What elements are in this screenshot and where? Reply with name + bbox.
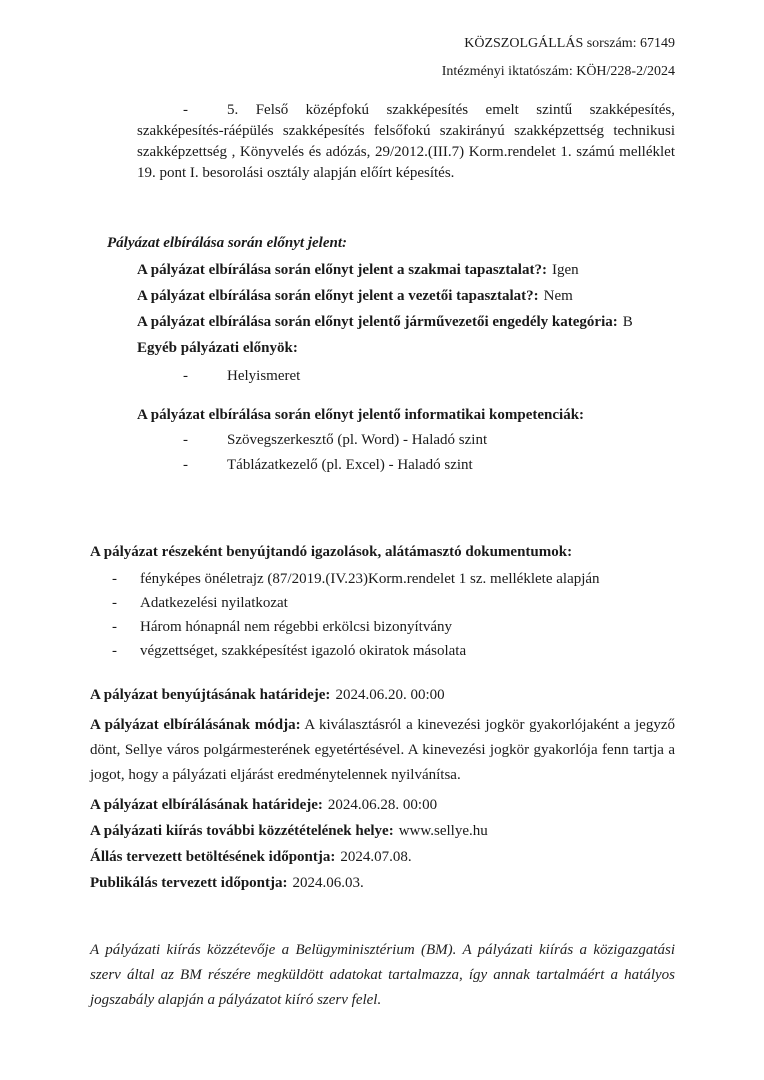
advantages-heading: Pályázat elbírálása során előnyt jelent:	[107, 235, 347, 251]
document-item	[90, 619, 675, 636]
list-item-text: Szövegszerkesztő (pl. Word) - Haladó szint	[227, 432, 488, 448]
publication-url: www.sellye.hu	[398, 823, 488, 839]
publisher-disclaimer: A pályázati kiírás közzétevője a Belügyminisztérium (BM). A pályázati kiírás a közigazgatási szerv által az BM részére megküldött adatokat tartalmazza, így annak tartalmáért a hatályos jogszabály alapján a pályázatot kiíró szerv felel.	[90, 942, 675, 1008]
list-item-text: Adatkezelési nyilatkozat	[140, 595, 288, 611]
list-dash: -	[183, 432, 188, 448]
documents-heading: A pályázat részeként benyújtandó igazolások, alátámasztó dokumentumok:	[90, 544, 573, 560]
detail-label: A pályázat elbírálásának módja:	[90, 717, 301, 733]
detail-label: A pályázati kiírás további közzétételének helye:	[90, 823, 394, 839]
detail-label: A pályázat elbírálásának határideje:	[90, 797, 323, 813]
list-dash: -	[112, 595, 117, 611]
detail-value: 2024.06.20. 00:00	[335, 687, 445, 703]
qualification-paragraph	[137, 100, 675, 184]
advantage-leadership-experience	[137, 288, 675, 305]
list-item-text: Három hónapnál nem régebbi erkölcsi bizonyítvány	[140, 619, 452, 635]
advantage-label: A pályázat elbírálása során előnyt jelentő járművezetői engedély kategória:	[137, 314, 618, 330]
detail-label: Publikálás tervezett időpontja:	[90, 875, 288, 891]
detail-label: A pályázat benyújtásának határideje:	[90, 687, 331, 703]
list-dash: -	[183, 368, 188, 384]
serial-number: KÖZSZOLGÁLLÁS sorszám: 67149	[464, 36, 675, 51]
it-competencies-heading: A pályázat elbírálása során előnyt jelentő informatikai kompetenciák:	[137, 407, 585, 423]
evaluation-deadline	[90, 797, 675, 814]
list-dash: -	[183, 102, 188, 118]
advantage-label: A pályázat elbírálása során előnyt jelent a szakmai tapasztalat?:	[137, 262, 547, 278]
other-advantage-item	[137, 368, 675, 385]
qualification-text: 5. Felső középfokú szakképesítés emelt szintű szakképesítés, szakképesítés-ráépülés szakképesítés felsőfokú szakirányú szakképzettség technikusi szakképzettség , Könyvelés és adózás, 29/2012.(III.7) Korm.rendelet 1. számú melléklet 19. pont I. besorolási osztály alapján előírt képesítés.	[137, 102, 675, 181]
advantage-value: Nem	[543, 288, 573, 304]
submission-deadline	[90, 687, 675, 704]
list-item-text: Helyismeret	[227, 368, 301, 384]
position-start-date	[90, 849, 675, 866]
list-item-text: végzettséget, szakképesítést igazoló okiratok másolata	[140, 643, 467, 659]
list-dash: -	[112, 619, 117, 635]
detail-value: 2024.07.08.	[340, 849, 412, 865]
it-competency-item	[137, 457, 675, 474]
advantage-value: B	[622, 314, 633, 330]
list-dash: -	[112, 571, 117, 587]
document-header	[90, 30, 675, 86]
other-advantages-heading: Egyéb pályázati előnyök:	[137, 340, 298, 356]
reference-number: Intézményi iktatószám: KÖH/228-2/2024	[441, 64, 675, 79]
detail-label: Állás tervezett betöltésének időpontja:	[90, 849, 336, 865]
list-item-text: Táblázatkezelő (pl. Excel) - Haladó szint	[227, 457, 473, 473]
evaluation-method	[90, 713, 675, 788]
publish-date	[90, 875, 675, 892]
list-item-text: fényképes önéletrajz (87/2019.(IV.23)Korm.rendelet 1 sz. melléklete alapján	[140, 571, 600, 587]
document-item	[90, 643, 675, 660]
document-item	[90, 595, 675, 612]
advantage-driving-licence	[137, 314, 675, 331]
list-dash: -	[183, 457, 188, 473]
advantage-value: Igen	[551, 262, 579, 278]
advantage-professional-experience	[137, 262, 675, 279]
document-item	[90, 571, 675, 588]
detail-value: 2024.06.28. 00:00	[327, 797, 438, 813]
detail-value: A kiválasztásról a kinevezési jogkör gyakorlójaként a jegyző dönt, Sellye város polgármesterének egyetértésével. A kinevezési jogkör gyakorlója fenn tartja a jogot, hogy a pályázati eljárást eredménytelennek nyilvánítsa.	[90, 717, 675, 783]
detail-value: 2024.06.03.	[292, 875, 364, 891]
list-dash: -	[112, 643, 117, 659]
advantage-label: A pályázat elbírálása során előnyt jelent a vezetői tapasztalat?:	[137, 288, 539, 304]
publication-place	[90, 823, 675, 840]
it-competency-item	[137, 432, 675, 449]
